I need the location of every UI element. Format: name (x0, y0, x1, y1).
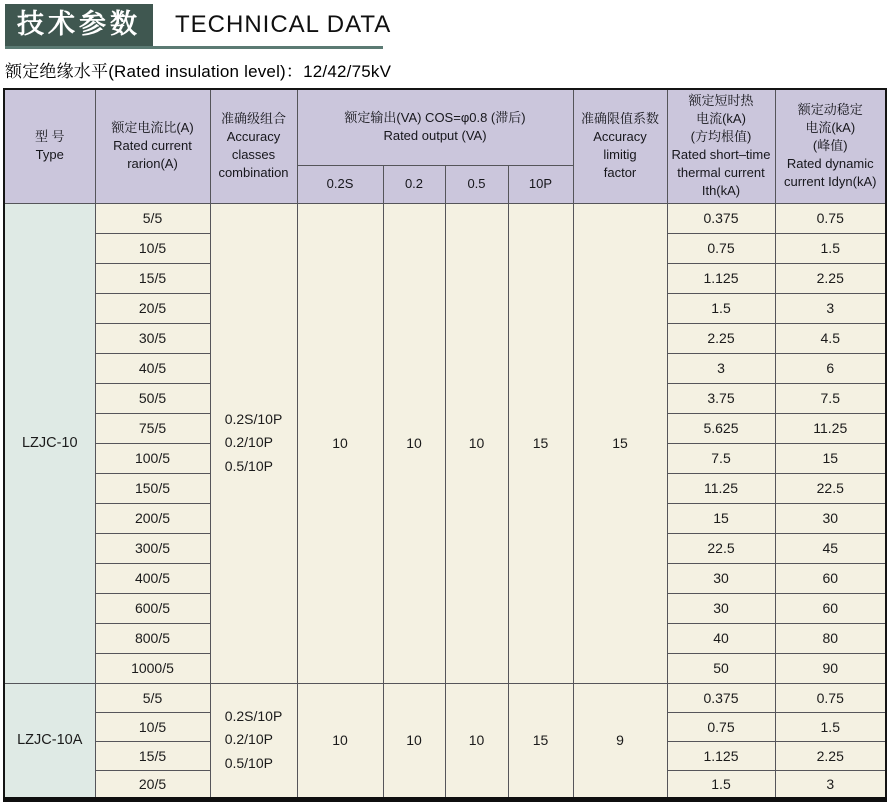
type-cell: LZJC-10 (4, 203, 95, 683)
subcol-header-0-2s: 0.2S (297, 165, 383, 203)
ith-cell: 0.375 (667, 203, 775, 233)
col-header-ratio-cn: 额定电流比(A) (111, 120, 194, 136)
ratio-cell: 400/5 (95, 563, 210, 593)
title-underline-rule (5, 46, 383, 49)
accuracy-limit-factor-cell: 15 (573, 203, 667, 683)
ratio-cell: 10/5 (95, 233, 210, 263)
ith-cell: 22.5 (667, 533, 775, 563)
ratio-cell: 20/5 (95, 770, 210, 799)
ith-cell: 0.75 (667, 712, 775, 741)
ratio-cell: 5/5 (95, 683, 210, 712)
accuracy-combo-line: 0.2S/10P (224, 708, 283, 725)
idyn-cell: 45 (775, 533, 886, 563)
idyn-cell: 60 (775, 593, 886, 623)
idyn-cell: 22.5 (775, 473, 886, 503)
col-header-idyn-en1: Rated dynamic (786, 156, 874, 172)
accuracy-combo-cell (210, 683, 297, 799)
col-header-ratio-en2: rarion(A) (127, 156, 178, 172)
col-header-acc-cn: 准确级组合 (220, 111, 286, 127)
ratio-cell: 10/5 (95, 712, 210, 741)
subcol-header-0-2: 0.2 (383, 165, 445, 203)
ith-cell: 30 (667, 563, 775, 593)
accuracy-combo-cell (210, 203, 297, 683)
col-header-type (4, 89, 95, 203)
idyn-cell: 80 (775, 623, 886, 653)
ith-cell: 15 (667, 503, 775, 533)
title-en: TECHNICAL DATA (175, 11, 392, 38)
section-title (5, 4, 887, 50)
rated-insulation-level-note: 额定绝缘水平(Rated insulation level)：12/42/75kV (5, 62, 392, 81)
ith-cell: 1.5 (667, 770, 775, 799)
ith-cell: 11.25 (667, 473, 775, 503)
col-header-ith-en3: Ith(kA) (701, 183, 741, 199)
ratio-cell: 15/5 (95, 741, 210, 770)
accuracy-combo-line: 0.5/10P (224, 457, 273, 474)
idyn-cell: 90 (775, 653, 886, 683)
ratio-cell: 1000/5 (95, 653, 210, 683)
idyn-cell: 4.5 (775, 323, 886, 353)
idyn-cell: 60 (775, 563, 886, 593)
accuracy-combo-line: 0.2S/10P (224, 411, 283, 428)
section-lzjc-10 (4, 203, 886, 683)
ratio-cell: 600/5 (95, 593, 210, 623)
ith-cell: 50 (667, 653, 775, 683)
idyn-cell: 1.5 (775, 712, 886, 741)
col-header-ratio (95, 89, 210, 203)
col-header-type-en: Type (35, 147, 64, 163)
output-10p-cell: 15 (508, 683, 573, 799)
col-header-alf-en2: limitig (603, 147, 637, 163)
col-header-alf-cn: 准确限值系数 (580, 111, 659, 127)
section-lzjc-10a (4, 683, 886, 799)
output-0-2-cell: 10 (383, 683, 445, 799)
col-header-ith-cn3: (方均根值) (690, 129, 752, 145)
ith-cell: 3 (667, 353, 775, 383)
idyn-cell: 2.25 (775, 741, 886, 770)
accuracy-limit-factor-cell: 9 (573, 683, 667, 799)
output-0-5-cell: 10 (445, 683, 508, 799)
technical-data-table (3, 88, 887, 802)
ratio-cell: 15/5 (95, 263, 210, 293)
col-header-alf-en3: factor (603, 165, 637, 181)
idyn-cell: 1.5 (775, 233, 886, 263)
ith-cell: 40 (667, 623, 775, 653)
ith-cell: 0.75 (667, 233, 775, 263)
ratio-cell: 30/5 (95, 323, 210, 353)
ratio-cell: 50/5 (95, 383, 210, 413)
accuracy-combo-line: 0.2/10P (224, 434, 273, 451)
ratio-cell: 150/5 (95, 473, 210, 503)
col-header-idyn-cn3: (峰值) (812, 138, 848, 154)
ith-cell: 1.5 (667, 293, 775, 323)
idyn-cell: 15 (775, 443, 886, 473)
output-0-2s-cell: 10 (297, 683, 383, 799)
col-header-acc-en1: Accuracy (226, 129, 281, 145)
ith-cell: 2.25 (667, 323, 775, 353)
table-row (4, 203, 886, 233)
ith-cell: 3.75 (667, 383, 775, 413)
col-header-output-en: Rated output (VA) (383, 128, 487, 144)
ratio-cell: 5/5 (95, 203, 210, 233)
col-header-ith-cn2: 电流(kA) (696, 111, 746, 127)
type-cell: LZJC-10A (4, 683, 95, 799)
accuracy-combo-line: 0.2/10P (224, 731, 273, 748)
table-header (4, 89, 886, 203)
col-header-alf-en1: Accuracy (593, 129, 647, 145)
output-0-5-cell: 10 (445, 203, 508, 683)
accuracy-combo-line: 0.5/10P (224, 754, 273, 771)
col-header-thermal-current (667, 89, 775, 203)
col-header-idyn-en2: current Idyn(kA) (784, 174, 877, 190)
ith-cell: 1.125 (667, 741, 775, 770)
col-header-rated-output-group (297, 89, 573, 165)
idyn-cell: 2.25 (775, 263, 886, 293)
ratio-cell: 40/5 (95, 353, 210, 383)
ratio-cell: 200/5 (95, 503, 210, 533)
idyn-cell: 3 (775, 770, 886, 799)
col-header-acc-en3: combination (218, 165, 289, 181)
idyn-cell: 6 (775, 353, 886, 383)
idyn-cell: 7.5 (775, 383, 886, 413)
ith-cell: 5.625 (667, 413, 775, 443)
title-cn-badge: 技术参数 (5, 4, 153, 46)
ratio-cell: 75/5 (95, 413, 210, 443)
col-header-ith-en1: Rated short–time (671, 147, 771, 163)
col-header-output-cn: 额定输出(VA) COS=φ0.8 (滞后) (344, 110, 526, 126)
subcol-header-0-5: 0.5 (445, 165, 508, 203)
col-header-accuracy-limit-factor (573, 89, 667, 203)
ratio-cell: 20/5 (95, 293, 210, 323)
col-header-ith-cn1: 额定短时热 (688, 93, 754, 109)
ith-cell: 0.375 (667, 683, 775, 712)
ith-cell: 1.125 (667, 263, 775, 293)
table-row (4, 683, 886, 712)
idyn-cell: 11.25 (775, 413, 886, 443)
output-10p-cell: 15 (508, 203, 573, 683)
col-header-idyn-cn2: 电流(kA) (805, 120, 856, 136)
col-header-accuracy-classes (210, 89, 297, 203)
col-header-type-cn: 型 号 (34, 129, 65, 145)
subcol-header-10p: 10P (508, 165, 573, 203)
col-header-ratio-en1: Rated current (113, 138, 192, 154)
ratio-cell: 300/5 (95, 533, 210, 563)
col-header-acc-en2: classes (231, 147, 276, 163)
output-0-2-cell: 10 (383, 203, 445, 683)
ratio-cell: 100/5 (95, 443, 210, 473)
idyn-cell: 3 (775, 293, 886, 323)
ith-cell: 7.5 (667, 443, 775, 473)
ratio-cell: 800/5 (95, 623, 210, 653)
ith-cell: 30 (667, 593, 775, 623)
idyn-cell: 0.75 (775, 683, 886, 712)
idyn-cell: 0.75 (775, 203, 886, 233)
col-header-idyn-cn1: 额定动稳定 (797, 102, 863, 118)
col-header-dynamic-current (775, 89, 886, 203)
idyn-cell: 30 (775, 503, 886, 533)
output-0-2s-cell: 10 (297, 203, 383, 683)
col-header-ith-en2: thermal current (677, 165, 765, 181)
